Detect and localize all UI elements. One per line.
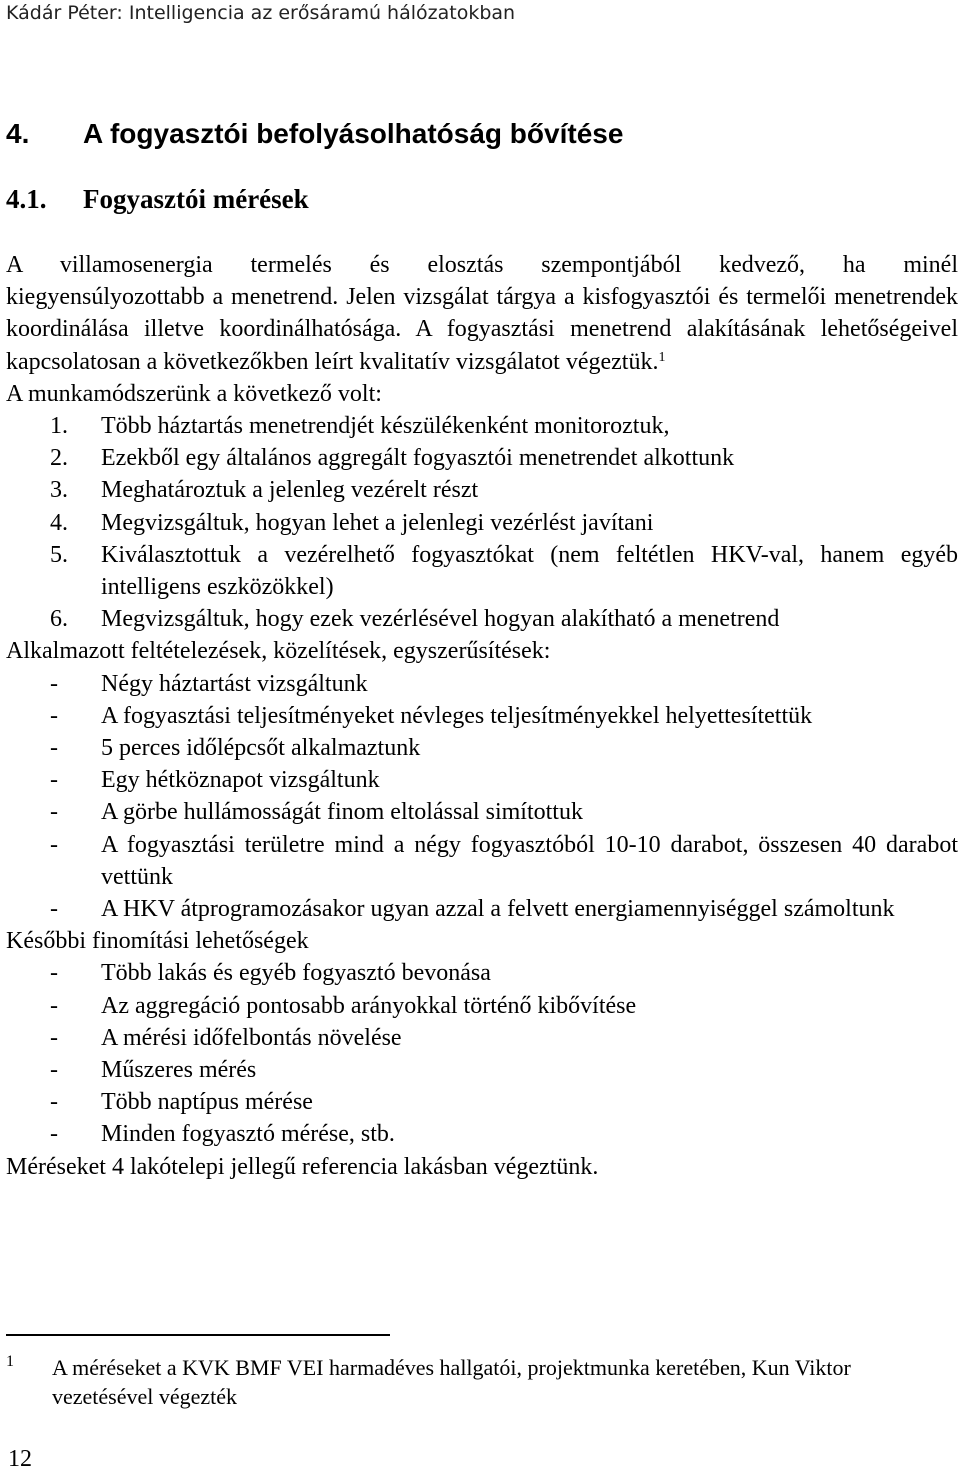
footnote-separator <box>6 1334 390 1336</box>
list-item <box>6 829 958 893</box>
list-item-text: A fogyasztási teljesítményeket névleges teljesítményekkel helyettesítettük <box>101 702 813 729</box>
list-item-text: Meghatároztuk a jelenleg vezérelt részt <box>101 477 479 504</box>
footnote-text: A méréseket a KVK BMF VEI harmadéves hallgatói, projektmunka keretében, Kun Viktor vezetésével végezték <box>52 1355 851 1409</box>
list-item <box>6 474 958 506</box>
bullet-dash: - <box>50 702 58 729</box>
list-item <box>6 410 958 442</box>
list-item-text: A görbe hullámosságát finom eltolással simítottuk <box>101 799 583 826</box>
list-item-text: A HKV átprogramozásakor ugyan azzal a felvett energiamennyiséggel számoltunk <box>101 896 895 923</box>
list-item-text: 5 perces időlépcsőt alkalmaztunk <box>101 735 421 762</box>
refinements-heading: Későbbi finomítási lehetőségek <box>6 928 309 955</box>
list-item-text: Megvizsgáltuk, hogy ezek vezérlésével hogyan alakítható a menetrend <box>101 606 780 633</box>
footnote-mark: 1 <box>6 1353 14 1370</box>
list-item-text: Több lakás és egyéb fogyasztó bevonása <box>101 960 491 987</box>
method-list <box>6 410 958 635</box>
section-title: Fogyasztói mérések <box>83 184 309 214</box>
bullet-dash: - <box>50 896 58 923</box>
list-number: 1. <box>50 413 68 440</box>
section-heading <box>6 184 309 215</box>
list-item <box>6 957 958 989</box>
assumptions-list <box>6 668 958 926</box>
list-item-text: Minden fogyasztó mérése, stb. <box>101 1121 395 1148</box>
bullet-dash: - <box>50 735 58 762</box>
list-item-text: Ezekből egy általános aggregált fogyasztói menetrendet alkottunk <box>101 445 735 472</box>
list-item <box>6 442 958 474</box>
list-item <box>6 732 958 764</box>
chapter-number: 4. <box>6 118 30 149</box>
list-item-text: Az aggregáció pontosabb arányokkal történő kibővítése <box>101 992 637 1019</box>
chapter-title: A fogyasztói befolyásolhatóság bővítése <box>83 118 624 149</box>
list-item-text: Egy hétköznapot vizsgáltunk <box>101 767 380 794</box>
list-item-text: Megvizsgáltuk, hogyan lehet a jelenlegi vezérlést javítani <box>101 509 654 536</box>
list-item <box>6 1086 958 1118</box>
list-item-text: Műszeres mérés <box>101 1057 257 1084</box>
page-number: 12 <box>8 1446 32 1472</box>
list-item <box>6 539 958 603</box>
bullet-dash: - <box>50 992 58 1019</box>
list-item <box>6 603 958 635</box>
list-item <box>6 1054 958 1086</box>
section-number: 4.1. <box>6 184 47 214</box>
list-item <box>6 893 958 925</box>
list-item <box>6 796 958 828</box>
list-number: 2. <box>50 445 68 472</box>
method-heading: A munkamódszerünk a következő volt: <box>6 380 382 407</box>
intro-first-line: A villamosenergia termelés és elosztás szempontjából kedvező, ha minél <box>6 252 958 278</box>
list-item <box>6 764 958 796</box>
list-item <box>6 1118 958 1150</box>
bullet-dash: - <box>50 1089 58 1116</box>
bullet-dash: - <box>50 960 58 987</box>
assumptions-heading: Alkalmazott feltételezések, közelítések, egyszerűsítések: <box>6 638 551 665</box>
refinements-list <box>6 957 958 1150</box>
footnote <box>6 1353 936 1411</box>
closing-sentence: Méréseket 4 lakótelepi jellegű referencia lakásban végeztünk. <box>6 1153 599 1180</box>
bullet-dash: - <box>50 1024 58 1051</box>
running-header: Kádár Péter: Intelligencia az erősáramú hálózatokban <box>6 2 516 24</box>
list-item-text: Kiválasztottuk a vezérelhető fogyasztókat (nem feltétlen HKV-val, hanem egyéb intelligens eszközökkel) <box>101 541 958 601</box>
intro-text: kiegyensúlyozottabb a menetrend. Jelen vizsgálat tárgya a kisfogyasztói és termelői menetrendek koordinálása illetve koordinálhatósága. A fogyasztási menetrend alakításának lehetőségeivel kapcsolatosan a következőkben leírt kvalitatív vizsgálatot végeztük. <box>6 284 958 375</box>
list-item <box>6 1022 958 1054</box>
bullet-dash: - <box>50 767 58 794</box>
bullet-dash: - <box>50 831 58 858</box>
body-text <box>6 249 958 1183</box>
list-number: 3. <box>50 477 68 504</box>
chapter-heading <box>6 118 623 150</box>
list-item <box>6 700 958 732</box>
list-number: 6. <box>50 606 68 633</box>
list-item <box>6 990 958 1022</box>
list-item-text: Több naptípus mérése <box>101 1089 313 1116</box>
list-item-text: Négy háztartást vizsgáltunk <box>101 670 368 697</box>
list-item-text: Több háztartás menetrendjét készülékenként monitoroztuk, <box>101 413 670 440</box>
list-item <box>6 507 958 539</box>
bullet-dash: - <box>50 1057 58 1084</box>
bullet-dash: - <box>50 670 58 697</box>
footnote-reference[interactable]: 1 <box>658 349 666 365</box>
list-number: 5. <box>50 541 68 568</box>
list-item <box>6 668 958 700</box>
list-item-text: A fogyasztási területre mind a négy fogyasztóból 10-10 darabot, összesen 40 darabot vettünk <box>101 831 958 890</box>
list-item-text: A mérési időfelbontás növelése <box>101 1024 402 1051</box>
bullet-dash: - <box>50 1121 58 1148</box>
intro-paragraph <box>6 281 958 378</box>
list-number: 4. <box>50 509 68 536</box>
bullet-dash: - <box>50 799 58 826</box>
